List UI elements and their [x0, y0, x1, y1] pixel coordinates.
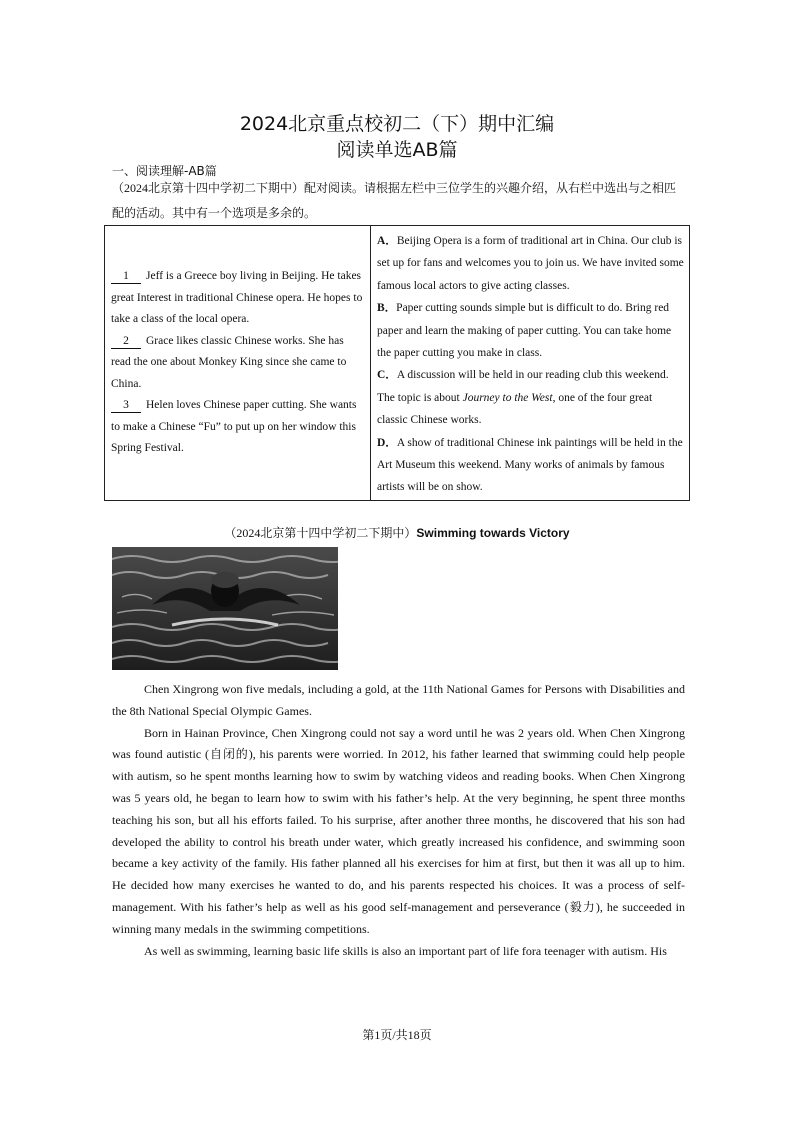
- option-b: [377, 297, 685, 364]
- page-title: 2024北京重点校初二（下）期中汇编: [239, 113, 555, 135]
- student-item: [111, 395, 364, 460]
- section-heading: 一、阅读理解-AB篇: [112, 164, 217, 178]
- option-text: A discussion will be held in our reading club this weekend. The topic is about: [377, 369, 669, 404]
- option-letter: B．: [377, 302, 397, 315]
- option-d: [377, 432, 685, 499]
- passage-heading: [0, 524, 794, 541]
- student-text: Jeff is a Greece boy living in Beijing. He takes great Interest in traditional Chinese opera. He hopes to take a class of the local opera.: [111, 270, 363, 325]
- swimmer-photo: [112, 547, 338, 670]
- student-text: Helen loves Chinese paper cutting. She wants to make a Chinese “Fu” to put up on her window this Spring Festival.: [111, 399, 357, 454]
- student-text: Grace likes classic Chinese works. She has read the one about Monkey King since she came to China.: [111, 334, 347, 390]
- option-letter: C．: [377, 369, 397, 382]
- option-a: [377, 230, 685, 297]
- option-text: Beijing Opera is a form of traditional art in China. Our club is set up for fans and welcomes you to join us. We have invited some famous local actors to give acting classes.: [377, 235, 684, 292]
- paragraph: Born in Hainan Province, Chen Xingrong could not say a word until he was 2 years old. When Chen Xingrong was found autistic (自闭的), his parents were worried. In 2012, his father learned that swimming could help people with autism, so he spent months learning how to swim by watching videos and reading books. When Chen Xingrong was 5 years old, he began to learn how to swim with his father’s help. At the very beginning, he spent three months teaching his son, but all his efforts failed. To his surprise, after another three months, he discovered that his son had developed the ability to control his breath under water, which greatly increased his confidence, and swimming soon became a key activity of the family. His father planned all his exercises for him at first, but then it was all up to him. He decided how many exercises he wanted to do, and his parents respected his choices. It was a process of self-management. With his father’s help as well as his good self-management and perseverance (毅力), he succeeded in winning many medals in the swimming competitions.: [112, 725, 685, 936]
- option-text: Paper cutting sounds simple but is difficult to do. Bring red paper and learn the making of paper cutting. You can take home the paper cutting you make in class.: [377, 302, 672, 360]
- students-column: [105, 226, 371, 500]
- section-instructions: （2024北京第十四中学初二下期中）配对阅读。请根据左栏中三位学生的兴趣介绍，从右栏中选出与之相匹配的活动。其中有一个选项是多余的。: [112, 181, 677, 220]
- page-subtitle: 阅读单选AB篇: [336, 139, 458, 161]
- options-column: [371, 226, 689, 500]
- matching-table: [104, 225, 690, 501]
- option-c: [377, 364, 685, 431]
- page-number: 第1页/共18页: [362, 1028, 432, 1042]
- option-letter: A．: [377, 235, 397, 247]
- student-item: [111, 331, 364, 396]
- answer-blank[interactable]: 3: [111, 399, 141, 413]
- answer-blank[interactable]: 2: [111, 335, 141, 349]
- book-title: Journey to the West: [462, 391, 553, 404]
- passage-title: Swimming towards Victory: [416, 526, 570, 540]
- option-letter: D．: [377, 436, 397, 449]
- passage-source: （2024北京第十四中学初二下期中）: [224, 526, 417, 540]
- paragraph: As well as swimming, learning basic life skills is also an important part of life fora teenager with autism. His: [144, 943, 667, 958]
- option-text: , one of the four great classic Chinese works.: [377, 391, 653, 427]
- student-item: [111, 266, 364, 331]
- answer-blank[interactable]: 1: [111, 270, 141, 284]
- option-text: A show of traditional Chinese ink paintings will be held in the Art Museum this weekend. Many works of animals by famous artists will be on show.: [377, 436, 683, 494]
- paragraph: Chen Xingrong won five medals, including a gold, at the 11th National Games for Persons with Disabilities and the 8th National Special Olympic Games.: [112, 682, 685, 718]
- passage-body: [112, 679, 685, 962]
- swimmer-illustration: [112, 547, 338, 670]
